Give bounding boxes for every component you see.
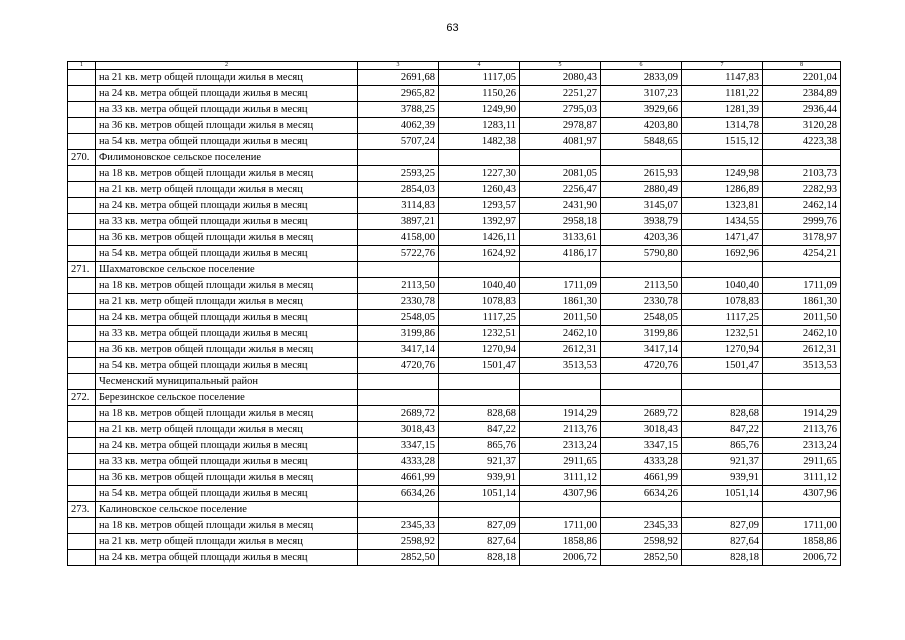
value-cell: 1858,86 xyxy=(520,534,601,550)
value-cell: 865,76 xyxy=(682,438,763,454)
index-cell xyxy=(68,166,96,182)
value-cell: 2936,44 xyxy=(763,102,841,118)
value-cell: 1117,25 xyxy=(439,310,520,326)
value-cell: 3417,14 xyxy=(601,342,682,358)
value-cell: 2978,87 xyxy=(520,118,601,134)
row-label: на 21 кв. метр общей площади жилья в месяц xyxy=(96,422,358,438)
index-cell xyxy=(68,358,96,374)
value-cell: 939,91 xyxy=(682,470,763,486)
index-cell xyxy=(68,310,96,326)
value-cell: 3133,61 xyxy=(520,230,601,246)
empty-cell xyxy=(763,150,841,166)
value-cell: 2251,27 xyxy=(520,86,601,102)
index-cell xyxy=(68,550,96,566)
value-cell: 2880,49 xyxy=(601,182,682,198)
index-cell xyxy=(68,518,96,534)
column-header: 3 xyxy=(358,62,439,70)
row-label: на 36 кв. метров общей площади жилья в месяц xyxy=(96,470,358,486)
value-cell: 2113,50 xyxy=(601,278,682,294)
table-row xyxy=(68,294,841,310)
value-cell: 2689,72 xyxy=(358,406,439,422)
value-cell: 1426,11 xyxy=(439,230,520,246)
value-cell: 2113,76 xyxy=(763,422,841,438)
value-cell: 1117,05 xyxy=(439,70,520,86)
value-cell: 1392,97 xyxy=(439,214,520,230)
index-cell xyxy=(68,70,96,86)
value-cell: 4062,39 xyxy=(358,118,439,134)
value-cell: 1861,30 xyxy=(520,294,601,310)
row-label: на 54 кв. метра общей площади жилья в месяц xyxy=(96,486,358,502)
value-cell: 865,76 xyxy=(439,438,520,454)
column-header: 7 xyxy=(682,62,763,70)
index-cell xyxy=(68,246,96,262)
value-cell: 1314,78 xyxy=(682,118,763,134)
value-cell: 3788,25 xyxy=(358,102,439,118)
section-row xyxy=(68,150,841,166)
value-cell: 3018,43 xyxy=(358,422,439,438)
column-header: 4 xyxy=(439,62,520,70)
empty-cell xyxy=(601,262,682,278)
empty-cell xyxy=(520,374,601,390)
value-cell: 2201,04 xyxy=(763,70,841,86)
value-cell: 1515,12 xyxy=(682,134,763,150)
value-cell: 2282,93 xyxy=(763,182,841,198)
value-cell: 827,64 xyxy=(439,534,520,550)
table-row xyxy=(68,422,841,438)
row-label: на 36 кв. метров общей площади жилья в месяц xyxy=(96,230,358,246)
value-cell: 828,18 xyxy=(682,550,763,566)
row-label: на 21 кв. метр общей площади жилья в месяц xyxy=(96,182,358,198)
index-cell xyxy=(68,102,96,118)
empty-cell xyxy=(682,374,763,390)
section-title: Чесменский муниципальный район xyxy=(96,374,358,390)
index-cell xyxy=(68,342,96,358)
value-cell: 939,91 xyxy=(439,470,520,486)
value-cell: 3199,86 xyxy=(358,326,439,342)
row-label: на 54 кв. метра общей площади жилья в месяц xyxy=(96,246,358,262)
empty-cell xyxy=(439,262,520,278)
index-cell xyxy=(68,486,96,502)
index-cell xyxy=(68,134,96,150)
table-row xyxy=(68,486,841,502)
value-cell: 2612,31 xyxy=(763,342,841,358)
value-cell: 3513,53 xyxy=(520,358,601,374)
empty-cell xyxy=(601,374,682,390)
section-title: Филимоновское сельское поселение xyxy=(96,150,358,166)
empty-cell xyxy=(439,502,520,518)
value-cell: 2615,93 xyxy=(601,166,682,182)
section-title: Калиновское сельское поселение xyxy=(96,502,358,518)
value-cell: 2011,50 xyxy=(763,310,841,326)
value-cell: 2691,68 xyxy=(358,70,439,86)
value-cell: 1711,09 xyxy=(763,278,841,294)
section-row xyxy=(68,390,841,406)
index-cell xyxy=(68,294,96,310)
value-cell: 2854,03 xyxy=(358,182,439,198)
value-cell: 2548,05 xyxy=(358,310,439,326)
value-cell: 827,09 xyxy=(439,518,520,534)
table-row xyxy=(68,406,841,422)
page-number: 63 xyxy=(446,22,459,34)
value-cell: 1711,09 xyxy=(520,278,601,294)
empty-cell xyxy=(682,502,763,518)
table-row xyxy=(68,550,841,566)
value-cell: 1249,90 xyxy=(439,102,520,118)
empty-cell xyxy=(520,262,601,278)
table-row xyxy=(68,102,841,118)
index-cell xyxy=(68,454,96,470)
row-label: на 21 кв. метр общей площади жилья в месяц xyxy=(96,294,358,310)
value-cell: 6634,26 xyxy=(358,486,439,502)
value-cell: 5722,76 xyxy=(358,246,439,262)
value-cell: 1286,89 xyxy=(682,182,763,198)
table-row xyxy=(68,230,841,246)
value-cell: 1260,43 xyxy=(439,182,520,198)
table-row xyxy=(68,310,841,326)
column-header: 8 xyxy=(763,62,841,70)
value-cell: 3938,79 xyxy=(601,214,682,230)
table-row xyxy=(68,246,841,262)
value-cell: 3929,66 xyxy=(601,102,682,118)
value-cell: 921,37 xyxy=(682,454,763,470)
table-row xyxy=(68,214,841,230)
empty-cell xyxy=(520,390,601,406)
empty-cell xyxy=(358,390,439,406)
value-cell: 3107,23 xyxy=(601,86,682,102)
table-row xyxy=(68,358,841,374)
index-cell xyxy=(68,118,96,134)
value-cell: 4333,28 xyxy=(358,454,439,470)
value-cell: 1040,40 xyxy=(439,278,520,294)
value-cell: 2006,72 xyxy=(520,550,601,566)
value-cell: 828,18 xyxy=(439,550,520,566)
value-cell: 1501,47 xyxy=(682,358,763,374)
value-cell: 3199,86 xyxy=(601,326,682,342)
value-cell: 4081,97 xyxy=(520,134,601,150)
value-cell: 3178,97 xyxy=(763,230,841,246)
table-row xyxy=(68,534,841,550)
value-cell: 4203,36 xyxy=(601,230,682,246)
empty-cell xyxy=(763,502,841,518)
value-cell: 1861,30 xyxy=(763,294,841,310)
value-cell: 1283,11 xyxy=(439,118,520,134)
value-cell: 3145,07 xyxy=(601,198,682,214)
index-cell xyxy=(68,230,96,246)
table-row xyxy=(68,278,841,294)
row-label: на 36 кв. метров общей площади жилья в месяц xyxy=(96,118,358,134)
value-cell: 1249,98 xyxy=(682,166,763,182)
index-cell xyxy=(68,86,96,102)
value-cell: 1434,55 xyxy=(682,214,763,230)
value-cell: 2080,43 xyxy=(520,70,601,86)
value-cell: 2852,50 xyxy=(601,550,682,566)
value-cell: 4254,21 xyxy=(763,246,841,262)
value-cell: 2965,82 xyxy=(358,86,439,102)
value-cell: 1914,29 xyxy=(520,406,601,422)
value-cell: 1914,29 xyxy=(763,406,841,422)
column-header: 5 xyxy=(520,62,601,70)
index-cell xyxy=(68,422,96,438)
value-cell: 2330,78 xyxy=(601,294,682,310)
value-cell: 1270,94 xyxy=(439,342,520,358)
row-label: на 18 кв. метров общей площади жилья в месяц xyxy=(96,518,358,534)
value-cell: 3111,12 xyxy=(520,470,601,486)
empty-cell xyxy=(682,150,763,166)
row-label: на 33 кв. метра общей площади жилья в месяц xyxy=(96,102,358,118)
value-cell: 1711,00 xyxy=(520,518,601,534)
row-label: на 18 кв. метров общей площади жилья в месяц xyxy=(96,406,358,422)
value-cell: 1181,22 xyxy=(682,86,763,102)
section-row xyxy=(68,502,841,518)
value-cell: 1624,92 xyxy=(439,246,520,262)
value-cell: 2345,33 xyxy=(601,518,682,534)
value-cell: 1711,00 xyxy=(763,518,841,534)
table-row xyxy=(68,198,841,214)
index-cell xyxy=(68,278,96,294)
value-cell: 2462,10 xyxy=(520,326,601,342)
value-cell: 3018,43 xyxy=(601,422,682,438)
table-row xyxy=(68,86,841,102)
table-row xyxy=(68,326,841,342)
table-row xyxy=(68,454,841,470)
index-cell xyxy=(68,326,96,342)
index-cell xyxy=(68,182,96,198)
section-index xyxy=(68,374,96,390)
row-label: на 33 кв. метра общей площади жилья в месяц xyxy=(96,454,358,470)
value-cell: 2103,73 xyxy=(763,166,841,182)
table-row xyxy=(68,118,841,134)
value-cell: 1232,51 xyxy=(439,326,520,342)
empty-cell xyxy=(682,390,763,406)
row-label: на 54 кв. метра общей площади жилья в месяц xyxy=(96,134,358,150)
value-cell: 2313,24 xyxy=(520,438,601,454)
empty-cell xyxy=(358,502,439,518)
section-index: 273. xyxy=(68,502,96,518)
value-cell: 2462,10 xyxy=(763,326,841,342)
index-cell xyxy=(68,214,96,230)
value-cell: 4203,80 xyxy=(601,118,682,134)
value-cell: 828,68 xyxy=(682,406,763,422)
section-title: Березинское сельское поселение xyxy=(96,390,358,406)
table-row xyxy=(68,70,841,86)
value-cell: 2330,78 xyxy=(358,294,439,310)
value-cell: 1051,14 xyxy=(682,486,763,502)
value-cell: 4661,99 xyxy=(358,470,439,486)
table-row xyxy=(68,166,841,182)
table-row xyxy=(68,518,841,534)
row-label: на 54 кв. метра общей площади жилья в месяц xyxy=(96,358,358,374)
row-label: на 21 кв. метр общей площади жилья в месяц xyxy=(96,70,358,86)
value-cell: 4333,28 xyxy=(601,454,682,470)
value-cell: 4661,99 xyxy=(601,470,682,486)
value-cell: 827,64 xyxy=(682,534,763,550)
value-cell: 2598,92 xyxy=(601,534,682,550)
empty-cell xyxy=(601,150,682,166)
column-header: 1 xyxy=(68,62,96,70)
value-cell: 6634,26 xyxy=(601,486,682,502)
value-cell: 2852,50 xyxy=(358,550,439,566)
value-cell: 3347,15 xyxy=(601,438,682,454)
row-label: на 36 кв. метров общей площади жилья в месяц xyxy=(96,342,358,358)
value-cell: 2548,05 xyxy=(601,310,682,326)
value-cell: 921,37 xyxy=(439,454,520,470)
value-cell: 2011,50 xyxy=(520,310,601,326)
value-cell: 5790,80 xyxy=(601,246,682,262)
value-cell: 1281,39 xyxy=(682,102,763,118)
section-index: 272. xyxy=(68,390,96,406)
table-row xyxy=(68,438,841,454)
value-cell: 2462,14 xyxy=(763,198,841,214)
empty-cell xyxy=(439,374,520,390)
value-cell: 4307,96 xyxy=(763,486,841,502)
empty-cell xyxy=(682,262,763,278)
value-cell: 1270,94 xyxy=(682,342,763,358)
value-cell: 4720,76 xyxy=(601,358,682,374)
row-label: на 33 кв. метра общей площади жилья в месяц xyxy=(96,326,358,342)
empty-cell xyxy=(358,374,439,390)
value-cell: 2911,65 xyxy=(520,454,601,470)
table-row xyxy=(68,342,841,358)
tariff-table xyxy=(67,61,841,566)
empty-cell xyxy=(763,262,841,278)
value-cell: 3513,53 xyxy=(763,358,841,374)
row-label: на 24 кв. метра общей площади жилья в месяц xyxy=(96,438,358,454)
value-cell: 2833,09 xyxy=(601,70,682,86)
value-cell: 2113,76 xyxy=(520,422,601,438)
value-cell: 2006,72 xyxy=(763,550,841,566)
value-cell: 847,22 xyxy=(682,422,763,438)
value-cell: 3120,28 xyxy=(763,118,841,134)
value-cell: 4158,00 xyxy=(358,230,439,246)
value-cell: 2113,50 xyxy=(358,278,439,294)
value-cell: 1117,25 xyxy=(682,310,763,326)
value-cell: 3347,15 xyxy=(358,438,439,454)
value-cell: 5848,65 xyxy=(601,134,682,150)
section-index: 270. xyxy=(68,150,96,166)
index-cell xyxy=(68,534,96,550)
empty-cell xyxy=(763,374,841,390)
row-label: на 24 кв. метра общей площади жилья в месяц xyxy=(96,198,358,214)
value-cell: 2795,03 xyxy=(520,102,601,118)
table-body xyxy=(68,70,841,566)
value-cell: 1147,83 xyxy=(682,70,763,86)
value-cell: 2593,25 xyxy=(358,166,439,182)
value-cell: 2958,18 xyxy=(520,214,601,230)
index-cell xyxy=(68,198,96,214)
value-cell: 1293,57 xyxy=(439,198,520,214)
column-number-row xyxy=(68,62,841,70)
value-cell: 1323,81 xyxy=(682,198,763,214)
index-cell xyxy=(68,438,96,454)
value-cell: 2612,31 xyxy=(520,342,601,358)
value-cell: 2689,72 xyxy=(601,406,682,422)
column-header: 6 xyxy=(601,62,682,70)
value-cell: 2431,90 xyxy=(520,198,601,214)
value-cell: 4720,76 xyxy=(358,358,439,374)
row-label: на 24 кв. метра общей площади жилья в месяц xyxy=(96,310,358,326)
value-cell: 847,22 xyxy=(439,422,520,438)
empty-cell xyxy=(601,502,682,518)
section-title: Шахматовское сельское поселение xyxy=(96,262,358,278)
value-cell: 1040,40 xyxy=(682,278,763,294)
empty-cell xyxy=(358,262,439,278)
section-row xyxy=(68,374,841,390)
value-cell: 4223,38 xyxy=(763,134,841,150)
value-cell: 2999,76 xyxy=(763,214,841,230)
row-label: на 24 кв. метра общей площади жилья в месяц xyxy=(96,550,358,566)
value-cell: 3114,83 xyxy=(358,198,439,214)
value-cell: 1232,51 xyxy=(682,326,763,342)
table-row xyxy=(68,134,841,150)
value-cell: 3111,12 xyxy=(763,470,841,486)
value-cell: 2598,92 xyxy=(358,534,439,550)
value-cell: 828,68 xyxy=(439,406,520,422)
value-cell: 1227,30 xyxy=(439,166,520,182)
value-cell: 1051,14 xyxy=(439,486,520,502)
value-cell: 1482,38 xyxy=(439,134,520,150)
table-row xyxy=(68,470,841,486)
row-label: на 24 кв. метра общей площади жилья в месяц xyxy=(96,86,358,102)
value-cell: 2345,33 xyxy=(358,518,439,534)
value-cell: 827,09 xyxy=(682,518,763,534)
value-cell: 1150,26 xyxy=(439,86,520,102)
value-cell: 4186,17 xyxy=(520,246,601,262)
value-cell: 2313,24 xyxy=(763,438,841,454)
row-label: на 18 кв. метров общей площади жилья в месяц xyxy=(96,166,358,182)
empty-cell xyxy=(763,390,841,406)
value-cell: 1501,47 xyxy=(439,358,520,374)
section-row xyxy=(68,262,841,278)
index-cell xyxy=(68,470,96,486)
index-cell xyxy=(68,406,96,422)
value-cell: 2081,05 xyxy=(520,166,601,182)
row-label: на 21 кв. метр общей площади жилья в месяц xyxy=(96,534,358,550)
value-cell: 3417,14 xyxy=(358,342,439,358)
value-cell: 2384,89 xyxy=(763,86,841,102)
value-cell: 2256,47 xyxy=(520,182,601,198)
empty-cell xyxy=(520,150,601,166)
table-row xyxy=(68,182,841,198)
row-label: на 18 кв. метров общей площади жилья в месяц xyxy=(96,278,358,294)
value-cell: 1692,96 xyxy=(682,246,763,262)
value-cell: 2911,65 xyxy=(763,454,841,470)
empty-cell xyxy=(601,390,682,406)
empty-cell xyxy=(439,390,520,406)
value-cell: 1471,47 xyxy=(682,230,763,246)
empty-cell xyxy=(520,502,601,518)
empty-cell xyxy=(439,150,520,166)
column-header: 2 xyxy=(96,62,358,70)
value-cell: 1078,83 xyxy=(439,294,520,310)
empty-cell xyxy=(358,150,439,166)
row-label: на 33 кв. метра общей площади жилья в месяц xyxy=(96,214,358,230)
section-index: 271. xyxy=(68,262,96,278)
value-cell: 1858,86 xyxy=(763,534,841,550)
value-cell: 3897,21 xyxy=(358,214,439,230)
value-cell: 1078,83 xyxy=(682,294,763,310)
value-cell: 4307,96 xyxy=(520,486,601,502)
value-cell: 5707,24 xyxy=(358,134,439,150)
